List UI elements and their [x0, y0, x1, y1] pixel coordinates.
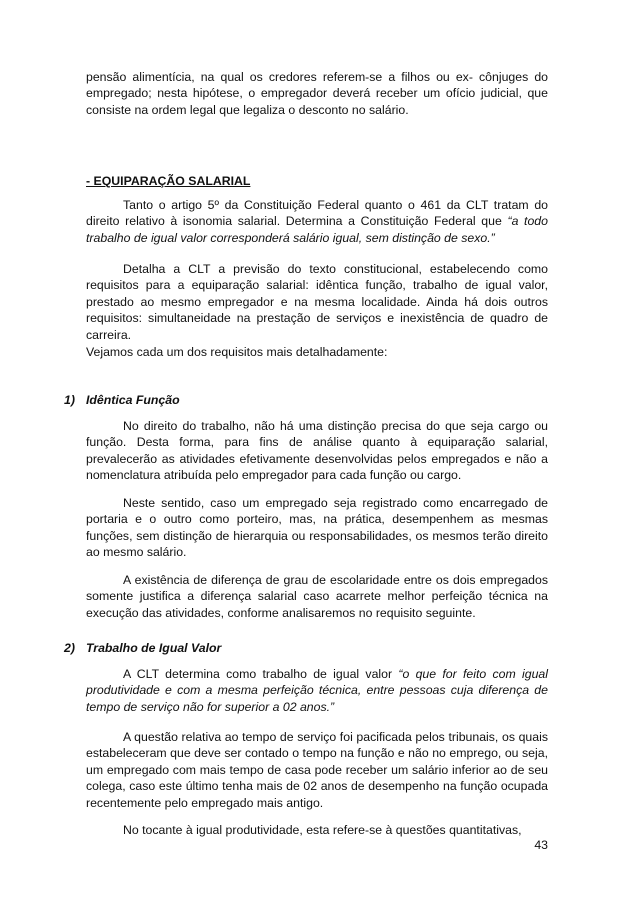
- section-number: 1): [64, 393, 75, 407]
- paragraph-isonomia: [86, 197, 548, 246]
- clt-quote: “o que for feito com igual produtividade e com a mesma perfeição técnica, entre pessoas cuja diferença de tempo de serviço não for superior a 02 anos.”: [86, 667, 549, 714]
- section-1-title: [64, 392, 180, 408]
- paragraph-text: Tanto o artigo 5º da Constituição Federal quanto o 461 da CLT tratam do direito relativo à isonomia salarial. Determina a Constituição Federal que: [86, 198, 548, 229]
- section-heading: - EQUIPARAÇÃO SALARIAL: [86, 174, 251, 188]
- paragraph-portaria: Neste sentido, caso um empregado seja registrado como encarregado de portaria e o outro como porteiro, mas, na prática, desempenhem as mesmas funções, sem distinção de hierarquia ou responsabilidades, os mesmos terão direito ao mesmo salário.: [86, 496, 548, 560]
- paragraph-text: A CLT determina como trabalho de igual valor: [123, 667, 399, 681]
- intro-paragraph: pensão alimentícia, na qual os credores referem-se a filhos ou ex- cônjuges do empregado; nesta hipótese, o empregador deverá receber um ofício judicial, que consiste na ordem legal que legaliza o desconto no salário.: [86, 70, 548, 117]
- page-number: 43: [534, 838, 548, 852]
- paragraph-igual-valor: [86, 666, 548, 715]
- paragraph-produtividade: No tocante à igual produtividade, esta refere-se à questões quantitativas,: [123, 823, 522, 837]
- paragraph-requisitos: Detalha a CLT a previsão do texto constitucional, estabelecendo como requisitos para a equiparação salarial: idêntica função, trabalho de igual valor, prestado ao mesmo empregador e na mesma localidade. Ainda há dois outros requisitos: simultaneidade na prestação de serviços e inexistência de quadro de carreira.: [86, 262, 548, 342]
- section-title: Idêntica Função: [86, 393, 180, 407]
- paragraph-tempo-servico: A questão relativa ao tempo de serviço foi pacificada pelos tribunais, os quais estabeleceram que deve ser contado o tempo na função e não no emprego, ou seja, um empregado com mais tempo de casa pode receber um salário inferior ao de seu colega, caso este último tenha mais de 02 anos de desempenho na função ocupada recentemente pelo empregado mais antigo.: [86, 730, 548, 810]
- paragraph-vejamos: Vejamos cada um dos requisitos mais detalhadamente:: [86, 345, 388, 359]
- paragraph-funcao: No direito do trabalho, não há uma distinção precisa do que seja cargo ou função. Desta forma, para fins de análise quanto à equiparação salarial, prevalecerão as atividades efetivamente desenvolvidas pelos empregados e não a nomenclatura atribuída pelo empregador para cada função ou cargo.: [86, 419, 548, 483]
- constitution-quote: “a todo trabalho de igual valor corresponderá salário igual, sem distinção de sexo.”: [86, 214, 548, 245]
- section-title: Trabalho de Igual Valor: [86, 641, 222, 655]
- section-2-title: [64, 640, 221, 656]
- paragraph-escolaridade: A existência de diferença de grau de escolaridade entre os dois empregados somente justifica a diferença salarial caso acarrete melhor perfeição técnica na execução das atividades, conforme analisaremos no requisito seguinte.: [86, 573, 548, 620]
- section-number: 2): [64, 641, 75, 655]
